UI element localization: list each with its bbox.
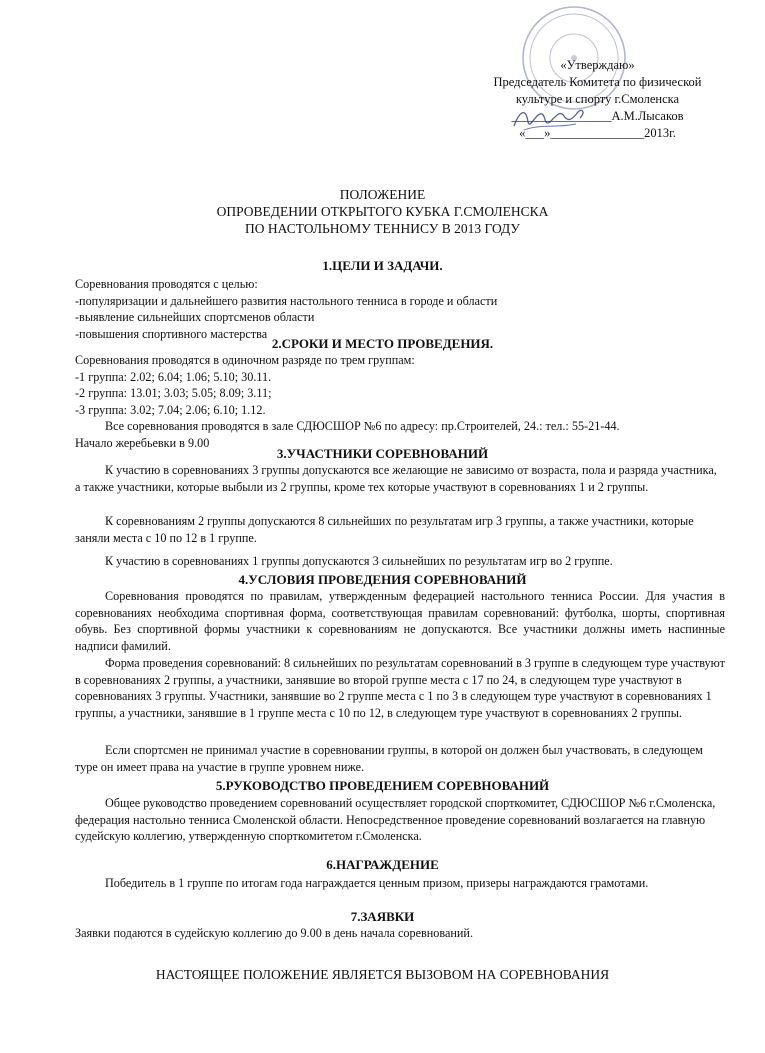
s1-line-3: -выявление сильнейших спортсменов области bbox=[75, 310, 315, 324]
s6-paragraph-1: Победитель в 1 группе по итогам года награждается ценным призом, призеры награждаются грамотами. bbox=[105, 876, 649, 890]
section-1-body bbox=[75, 276, 725, 342]
doc-title-2: ОПРОВЕДЕНИИ ОТКРЫТОГО КУБКА Г.СМОЛЕНСКА bbox=[216, 204, 549, 219]
s1-line-4: -повышения спортивного мастерства bbox=[75, 326, 268, 341]
final-statement: НАСТОЯЩЕЕ ПОЛОЖЕНИЕ ЯВЛЯЕТСЯ ВЫЗОВОМ НА СОРЕВНОВАНИЯ bbox=[155, 967, 610, 982]
s1-line-1: Соревнования проводятся с целью: bbox=[75, 277, 258, 291]
section-5-heading: 5.РУКОВОДСТВО ПРОВЕДЕНИЕМ СОРЕВНОВАНИЙ bbox=[215, 778, 550, 793]
approval-line-4: ________________А.М.Лысаков bbox=[511, 109, 684, 123]
s2-line-4: -3 группа: 3.02; 7.04; 2.06; 6.10; 1.12. bbox=[75, 402, 266, 417]
signature bbox=[510, 102, 590, 136]
doc-title-3: ПО НАСТОЛЬНОМУ ТЕННИСУ В 2013 ГОДУ bbox=[245, 221, 520, 236]
s4-paragraph-3: Если спортсмен не принимал участие в соревновании группы, в которой он должен был участвовать, в следующем туре он имеет права на участие в группе уровнем ниже. bbox=[75, 743, 703, 774]
s4-paragraph-2: Форма проведения соревнований: 8 сильнейших по результатам соревнований в 3 группе в следующем туре участвуют в соревнованиях 2 группы, а участники, занявшие во второй группе места с 17 по 24, в следующем туре участвуют в соревнованиях 3 группы. Участники, занявшие во 2 группе места с 1 по 3 в следующем туре участвуют в соревнованиях 1 группы, а участники, занявшие в 1 группе места с 10 по 12, в следующем туре участвуют в соревнованиях 2 группы. bbox=[75, 656, 725, 720]
doc-title-1: ПОЛОЖЕНИЕ bbox=[339, 187, 426, 202]
s2-line-5: Все соревнования проводятся в зале СДЮСШОР №6 по адресу: пр.Строителей, 24.: тел.: 55-21-44. bbox=[105, 419, 620, 433]
approval-line-1: «Утверждаю» bbox=[560, 58, 635, 72]
s2-line-6: Начало жеребьевки в 9.00 bbox=[75, 435, 210, 450]
s2-line-2: -1 группа: 2.02; 6.04; 1.06; 5.10; 30.11. bbox=[75, 369, 272, 384]
approval-line-3: культуре и спорту г.Смоленска bbox=[515, 92, 680, 106]
s3-paragraph-1: К участию в соревнованиях 3 группы допускаются все желающие не зависимо от возраста, пола и разряда участника, а также участники, которые выбыли из 2 группы, кроме тех которые участвуют в соревнованиях 1 и 2 группы. bbox=[75, 463, 717, 494]
section-4-heading: 4.УСЛОВИЯ ПРОВЕДЕНИЯ СОРЕВНОВАНИЙ bbox=[238, 572, 527, 587]
section-2-body bbox=[75, 352, 725, 451]
s1-line-2: -популяризации и дальнейшего развития настольного тенниса в городе и области bbox=[75, 293, 498, 308]
section-6-heading: 6.НАГРАЖДЕНИЕ bbox=[326, 857, 439, 872]
s7-paragraph-1: Заявки подаются в судейскую коллегию до 9.00 в день начала соревнований. bbox=[75, 926, 473, 940]
s2-line-1: Соревнования проводятся в одиночном разряде по трем группам: bbox=[75, 353, 415, 367]
s3-paragraph-3: К участию в соревнованиях 1 группы допускаются 3 сильнейших по результатам игр во 2 группе. bbox=[105, 554, 613, 568]
s5-paragraph-1: Общее руководство проведением соревнований осуществляет городской спорткомитет, СДЮСШОР №6 г.Смоленска, федерация настольно тенниса Смоленской области. Непосредственное проведение соревнований возлагается на главную судейскую коллегию, утвержденную спорткомитетом г.Смоленска. bbox=[75, 796, 716, 843]
s2-line-3: -2 группа: 13.01; 3.03; 5.05; 8.09; 3.11; bbox=[75, 386, 272, 400]
section-2-heading: 2.СРОКИ И МЕСТО ПРОВЕДЕНИЯ. bbox=[271, 336, 494, 351]
section-7-heading: 7.ЗАЯВКИ bbox=[350, 909, 415, 924]
approval-line-5: «___»_______________2013г. bbox=[519, 126, 676, 140]
section-1-heading: 1.ЦЕЛИ И ЗАДАЧИ. bbox=[322, 258, 443, 273]
section-3-heading: 3.УЧАСТНИКИ СОРЕВНОВАНИЙ bbox=[276, 446, 489, 461]
approval-block bbox=[470, 57, 725, 142]
s3-paragraph-2: К соревнованиям 2 группы допускаются 8 сильнейших по результатам игр 3 группы, а также участники, которые заняли места с 10 по 12 в 1 группе. bbox=[75, 514, 694, 545]
s4-paragraph-1: Соревнования проводятся по правилам, утвержденным федерацией настольного тенниса России. Для участия в соревнованиях необходима спортивная форма, соответствующая правилам соревнований: футболка, шорты, спортивная обувь. Без спортивной формы участники к соревнованиям не допускаются. Все участники должны иметь наспинные надписи фамилий. bbox=[75, 589, 725, 653]
approval-line-2: Председатель Комитета по физической bbox=[493, 75, 702, 89]
